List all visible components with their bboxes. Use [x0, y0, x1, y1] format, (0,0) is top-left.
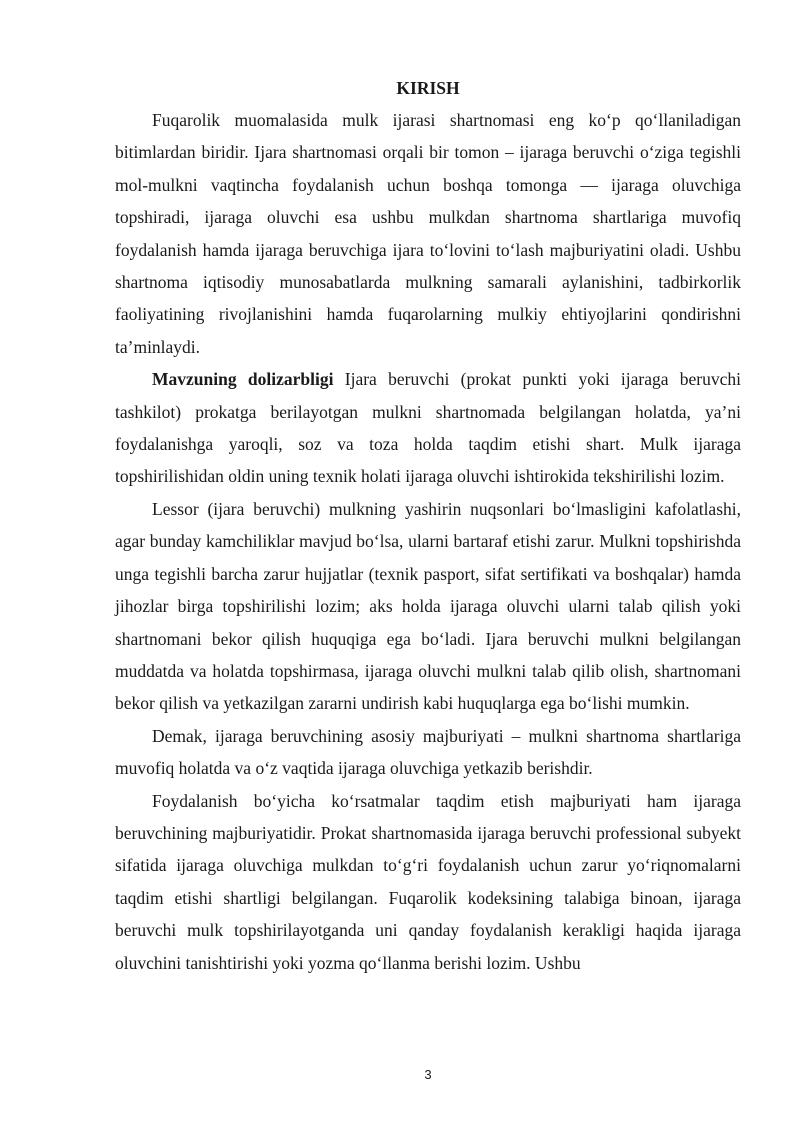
paragraph-text: Lessor (ijara beruvchi) mulkning yashirin nuqsonlari bo‘lmasligini kafolatlashi, agar bunday kamchiliklar mavjud bo‘lsa, ularni bartaraf etishi zarur. Mulkni topshirishda unga tegishli barcha zarur hujjatlar (texnik pasport, sifat sertifikati va boshqalar) hamda jihozlar birga topshirilishi lozim; aks holda ijaraga oluvchi ularni talab qilish yoki shartnomani bekor qilish huquqiga ega bo‘ladi. Ijara beruvchi mulkni belgilangan muddatda va holatda topshirmasa, ijaraga oluvchi mulkni talab qilib olish, shartnomani bekor qilish va yetkazilgan zararni undirish kabi huquqlarga ega bo‘lishi mumkin. [115, 498, 741, 714]
paragraph-lead: Mavzuning dolizarbligi [152, 369, 334, 390]
paragraph-text: Demak, ijaraga beruvchining asosiy majburiyati – mulkni shartnoma shartlariga muvofiq holatda va o‘z vaqtida ijaraga oluvchiga yetkazib berishdir. [115, 725, 741, 779]
section-heading: KIRISH [396, 78, 460, 98]
paragraph-conclusion [115, 720, 741, 785]
paragraph-lessor [115, 493, 741, 720]
paragraph-text: Foydalanish bo‘yicha ko‘rsatmalar taqdim etish majburiyati ham ijaraga beruvchining majburiyatidir. Prokat shartnomasida ijaraga beruvchi professional subyekt sifatida ijaraga oluvchiga mulkdan to‘g‘ri foydalanish uchun zarur yo‘riqnomalarni taqdim etishi shartligi belgilangan. Fuqarolik kodeksining talabiga binoan, ijaraga beruvchi mulk topshirilayotganda uni qanday foydalanish kerakligi haqida ijaraga oluvchini tanishtirishi yoki yozma qo‘llanma berishi lozim. Ushbu [115, 790, 741, 973]
paragraph-instructions [115, 785, 741, 979]
body-text [115, 104, 741, 979]
paragraph-text: Fuqarolik muomalasida mulk ijarasi shartnomasi eng ko‘p qo‘llaniladigan bitimlardan biridir. Ijara shartnomasi orqali bir tomon – ijaraga beruvchi o‘ziga tegishli mol-mulkni vaqtincha foydalanish uchun boshqa tomonga — ijaraga oluvchiga topshiradi, ijaraga oluvchi esa ushbu mulkdan shartnoma shartlariga muvofiq foydalanish hamda ijaraga beruvchiga ijara to‘lovini to‘lash majburiyatini oladi. Ushbu shartnoma iqtisodiy munosabatlarda mulkning samarali aylanishini, tadbirkorlik faoliyatining rivojlanishini hamda fuqarolarning mulkiy ehtiyojlarini qondirishni ta’minlaydi. [115, 110, 741, 357]
paragraph-text: Ijara beruvchi (prokat punkti yoki ijaraga beruvchi tashkilot) prokatga berilayotgan mulkni shartnomada belgilangan holatda, ya’ni foydalanishga yaroqli, soz va toza holda taqdim etishi shart. Mulk ijaraga topshirilishidan oldin uning texnik holati ijaraga oluvchi ishtirokida tekshirilishi lozim. [115, 369, 741, 487]
paragraph-intro [115, 104, 741, 363]
paragraph-relevance [115, 363, 741, 493]
page-number: 3 [424, 1067, 432, 1082]
